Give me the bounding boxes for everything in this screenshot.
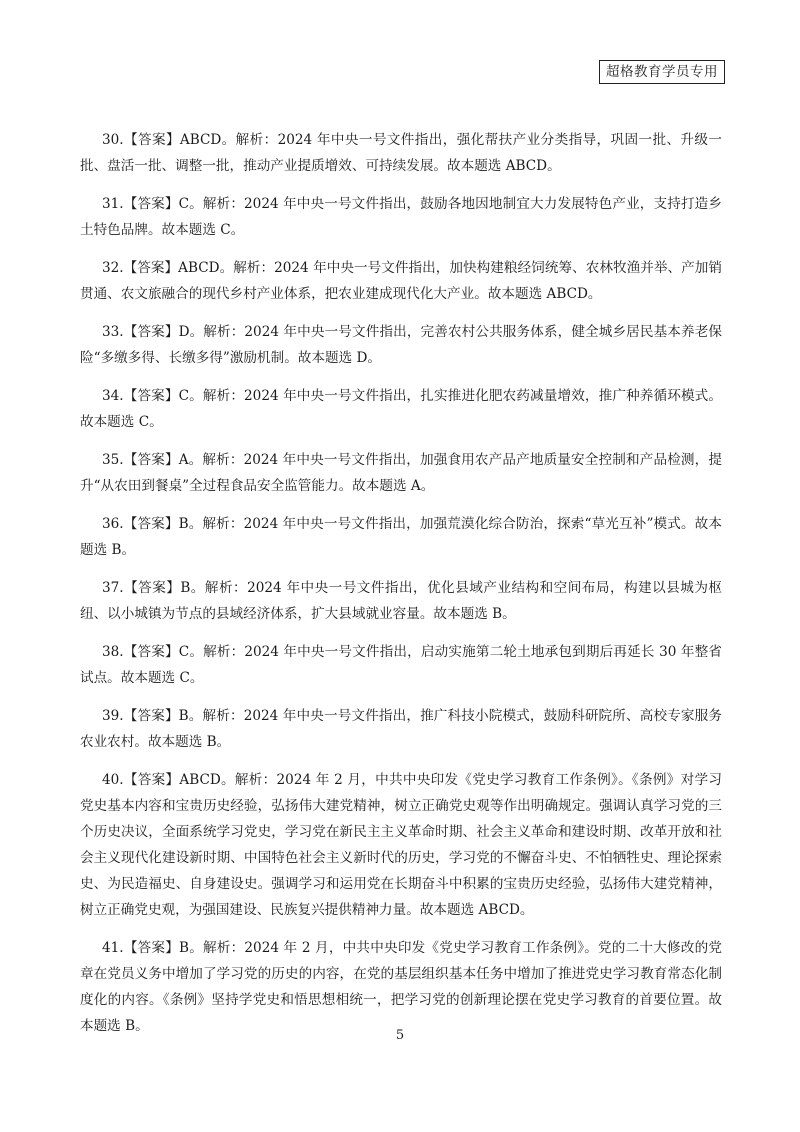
answer-item-30: 30.【答案】ABCD。解析：2024 年中央一号文件指出，强化帮扶产业分类指导，巩固一批、升级一批、盘活一批、调整一批，推动产业提质增效、可持续发展。故本题选 ABCD。 bbox=[80, 132, 722, 174]
answer-list bbox=[80, 127, 722, 1051]
answer-item-32: 32.【答案】ABCD。解析：2024 年中央一号文件指出，加快构建粮经饲统筹、农林牧渔并举、产加销贯通、农文旅融合的现代乡村产业体系，把农业建成现代化大产业。故本题选 ABCD。 bbox=[80, 260, 722, 302]
answer-item-39: 39.【答案】B。解析：2024 年中央一号文件指出，推广科技小院模式，鼓励科研院所、高校专家服务农业农村。故本题选 B。 bbox=[80, 708, 722, 750]
answer-item-35: 35.【答案】A。解析：2024 年中央一号文件指出，加强食用农产品产地质量安全控制和产品检测，提升“从农田到餐桌”全过程食品安全监管能力。故本题选 A。 bbox=[80, 452, 722, 494]
page-number: 5 bbox=[395, 1028, 405, 1043]
answer-item-33: 33.【答案】D。解析：2024 年中央一号文件指出，完善农村公共服务体系，健全城乡居民基本养老保险“多缴多得、长缴多得”激励机制。故本题选 D。 bbox=[80, 324, 722, 366]
header-tag: 超格教育学员专用 bbox=[599, 60, 725, 84]
answer-item-37: 37.【答案】B。解析：2024 年中央一号文件指出，优化县域产业结构和空间布局，构建以县城为枢纽、以小城镇为节点的县域经济体系，扩大县域就业容量。故本题选 B。 bbox=[80, 580, 722, 622]
answer-item-34: 34.【答案】C。解析：2024 年中央一号文件指出，扎实推进化肥农药减量增效，推广种养循环模式。故本题选 C。 bbox=[80, 388, 722, 430]
answer-item-36: 36.【答案】B。解析：2024 年中央一号文件指出，加强荒漠化综合防治，探索“草光互补”模式。故本题选 B。 bbox=[80, 516, 722, 558]
answer-item-31: 31.【答案】C。解析：2024 年中央一号文件指出，鼓励各地因地制宜大力发展特色产业，支持打造乡土特色品牌。故本题选 C。 bbox=[80, 196, 722, 238]
answer-item-38: 38.【答案】C。解析：2024 年中央一号文件指出，启动实施第二轮土地承包到期后再延长 30 年整省试点。故本题选 C。 bbox=[80, 644, 722, 686]
answer-item-41: 41.【答案】B。解析：2024 年 2 月，中共中央印发《党史学习教育工作条例》。党的二十大修改的党章在党员义务中增加了学习党的历史的内容，在党的基层组织基本任务中增加了推进党史学习教育常态化制度化的内容。《条例》坚持学党史和悟思想相统一，把学习党的创新理论摆在党史学习教育的首要位置。故本题选 B。 bbox=[80, 940, 722, 1034]
answer-item-40: 40.【答案】ABCD。解析：2024 年 2 月，中共中央印发《党史学习教育工作条例》。《条例》对学习党史基本内容和宝贵历史经验，弘扬伟大建党精神，树立正确党史观等作出明确规定。强调认真学习党的三个历史决议，全面系统学习党史，学习党在新民主主义革命时期、社会主义革命和建设时期、改革开放和社会主义现代化建设新时期、中国特色社会主义新时代的历史，学习党的不懈奋斗史、不怕牺牲史、理论探索史、为民造福史、自身建设史。强调学习和运用党在长期奋斗中积累的宝贵历史经验，弘扬伟大建党精神，树立正确党史观，为强国建设、民族复兴提供精神力量。故本题选 ABCD。 bbox=[80, 772, 722, 918]
